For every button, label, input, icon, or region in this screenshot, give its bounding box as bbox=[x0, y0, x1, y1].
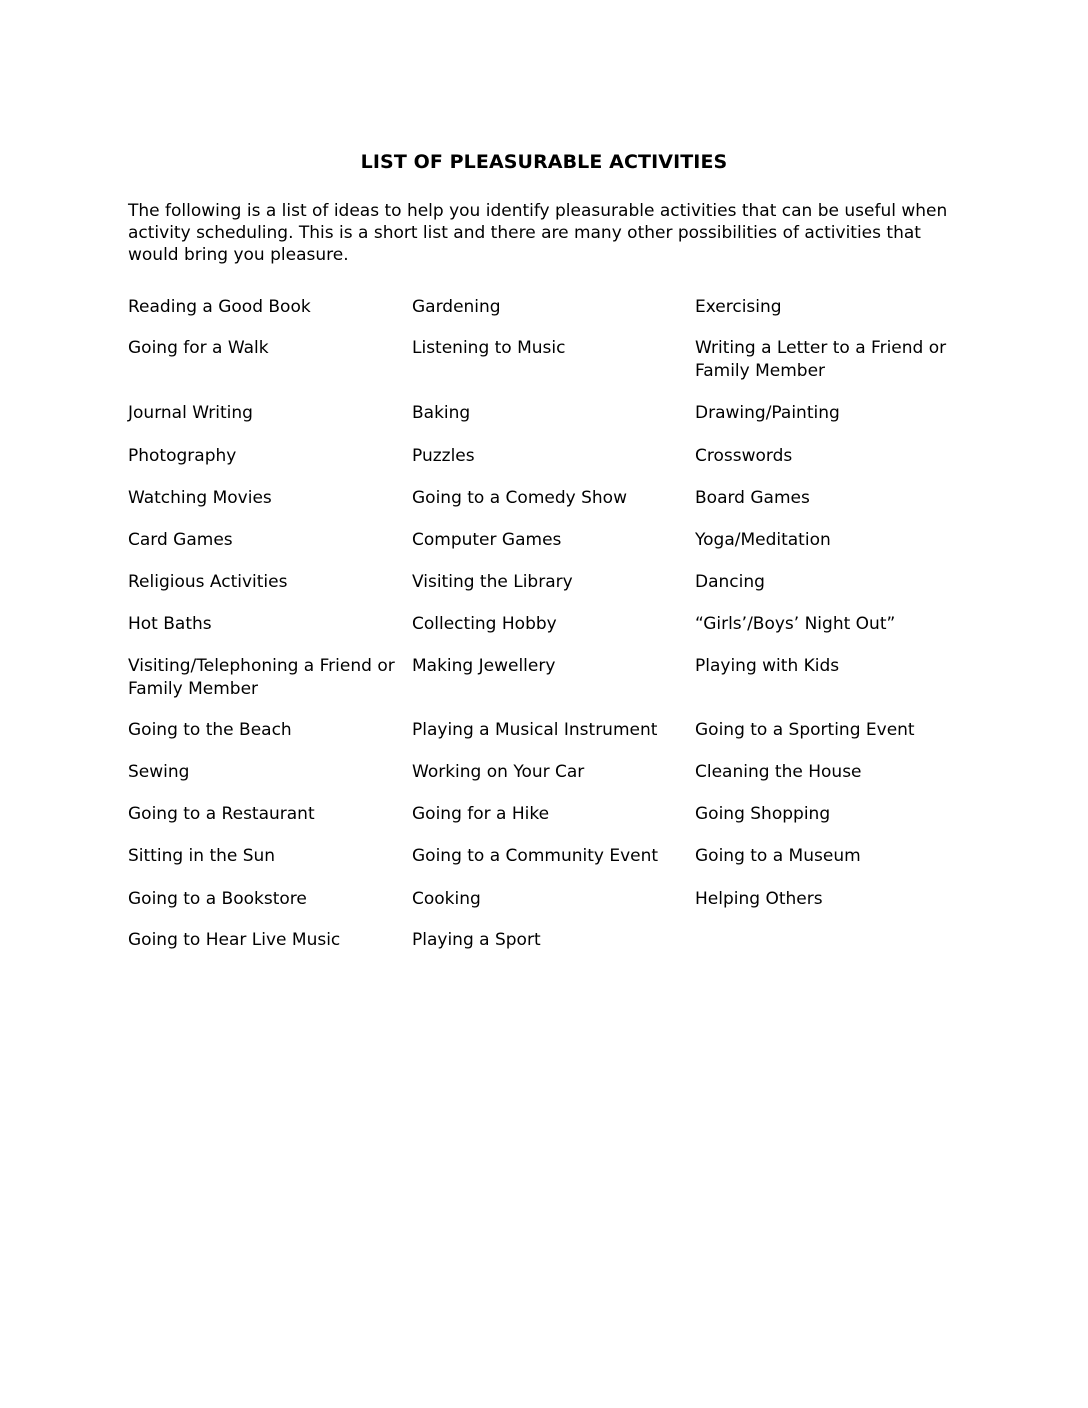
activity-item: Cooking bbox=[412, 889, 481, 909]
activity-item: Visiting the Library bbox=[412, 572, 573, 592]
activity-row bbox=[128, 445, 988, 468]
activity-row bbox=[128, 719, 988, 742]
activity-item: Going to the Beach bbox=[128, 720, 292, 740]
activity-row bbox=[128, 402, 988, 425]
activity-item: Going to Hear Live Music bbox=[128, 930, 341, 950]
activity-row bbox=[128, 655, 988, 701]
activity-item: Hot Baths bbox=[128, 614, 212, 634]
activity-item: Going for a Hike bbox=[412, 804, 550, 824]
activity-item: Playing with Kids bbox=[695, 656, 840, 676]
activity-item: Puzzles bbox=[412, 446, 475, 466]
activity-item: Visiting/Telephoning a Friend or Family Member bbox=[128, 656, 395, 699]
activity-item: Drawing/Painting bbox=[695, 403, 840, 423]
activity-item: Going to a Museum bbox=[695, 846, 861, 866]
activity-item: Working on Your Car bbox=[412, 762, 585, 782]
activity-item: Going to a Comedy Show bbox=[412, 488, 627, 508]
activity-item: Crosswords bbox=[695, 446, 793, 466]
activity-item: Cleaning the House bbox=[695, 762, 862, 782]
activity-row bbox=[128, 761, 988, 784]
document-title: LIST OF PLEASURABLE ACTIVITIES bbox=[360, 151, 728, 173]
activity-item: Religious Activities bbox=[128, 572, 288, 592]
activity-item: Going Shopping bbox=[695, 804, 831, 824]
activity-item: Going to a Sporting Event bbox=[695, 720, 915, 740]
activity-item bbox=[695, 929, 985, 952]
activity-item: Gardening bbox=[412, 297, 501, 317]
activity-item: Reading a Good Book bbox=[128, 297, 311, 317]
activity-item: Making Jewellery bbox=[412, 656, 556, 676]
activity-row bbox=[128, 613, 988, 636]
activity-item: Yoga/Meditation bbox=[695, 530, 831, 550]
activity-item: Journal Writing bbox=[128, 403, 253, 423]
activity-item: Card Games bbox=[128, 530, 233, 550]
activity-row bbox=[128, 296, 988, 319]
activity-item: Listening to Music bbox=[412, 338, 566, 358]
activity-item: Baking bbox=[412, 403, 471, 423]
activity-item: Collecting Hobby bbox=[412, 614, 557, 634]
activity-item: Watching Movies bbox=[128, 488, 272, 508]
activity-item: Sewing bbox=[128, 762, 190, 782]
activity-item: Going for a Walk bbox=[128, 338, 269, 358]
activity-item: “Girls’/Boys’ Night Out” bbox=[695, 614, 896, 634]
activity-row bbox=[128, 337, 988, 383]
activity-row bbox=[128, 571, 988, 594]
activity-item: Photography bbox=[128, 446, 237, 466]
activity-row bbox=[128, 929, 988, 952]
activity-item: Dancing bbox=[695, 572, 765, 592]
activity-row bbox=[128, 803, 988, 826]
activity-row bbox=[128, 487, 988, 510]
activity-item: Going to a Bookstore bbox=[128, 889, 307, 909]
activity-item: Writing a Letter to a Friend or Family Member bbox=[695, 338, 947, 381]
activity-item: Helping Others bbox=[695, 889, 823, 909]
activity-item: Computer Games bbox=[412, 530, 562, 550]
activity-row bbox=[128, 845, 988, 868]
activity-item: Going to a Restaurant bbox=[128, 804, 315, 824]
activity-item: Playing a Musical Instrument bbox=[412, 720, 658, 740]
activity-row bbox=[128, 529, 988, 552]
activity-item: Playing a Sport bbox=[412, 930, 541, 950]
activity-item: Sitting in the Sun bbox=[128, 846, 276, 866]
intro-paragraph: The following is a list of ideas to help you identify pleasurable activities that can be useful when activity scheduling. This is a short list and there are many other possibilities of activities that would bring you pleasure. bbox=[128, 201, 948, 265]
activity-item: Exercising bbox=[695, 297, 782, 317]
activity-item: Board Games bbox=[695, 488, 810, 508]
activity-item: Going to a Community Event bbox=[412, 846, 659, 866]
activity-row bbox=[128, 888, 988, 911]
